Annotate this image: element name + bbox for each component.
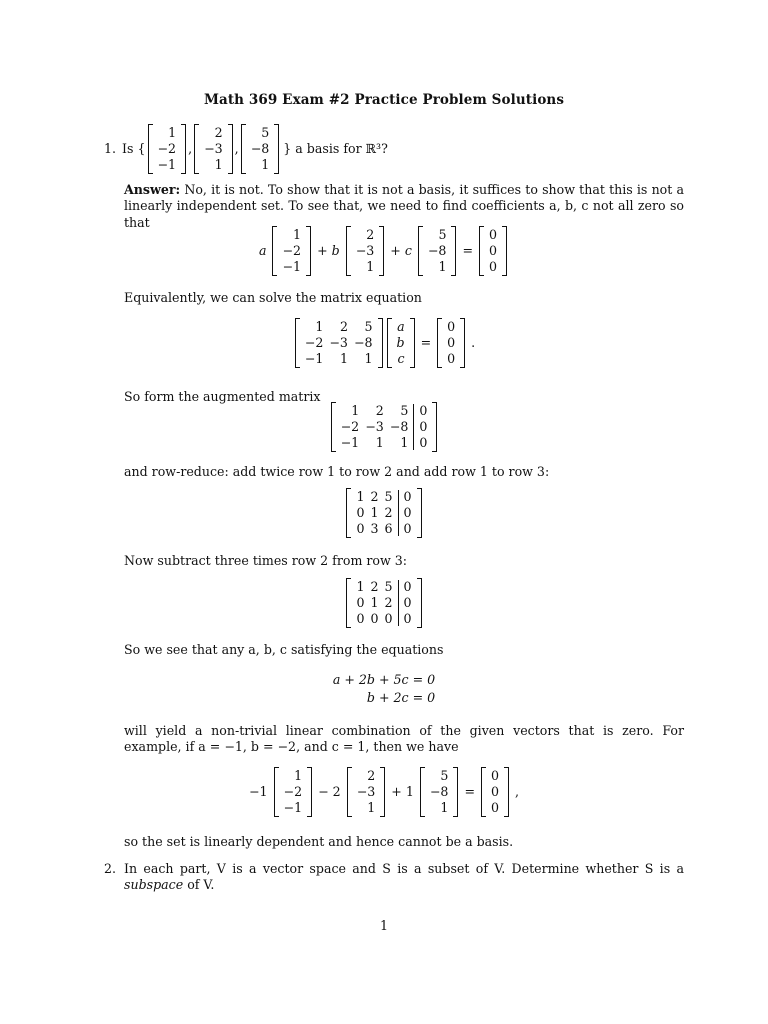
augmented-matrix-3 [0,578,768,628]
augmented-matrix [331,402,438,452]
matrix-entry: 1 [356,489,365,504]
matrix-body [352,767,381,817]
matrix-entry: 0 [447,319,456,334]
matrix-entry: 1 [438,259,447,274]
matrix-entry: 0 [403,489,412,504]
equation-1-rhs: = 0 [412,672,436,687]
equals-sign: = [464,783,475,799]
matrix-column [353,579,367,627]
matrix-entry: 0 [489,259,498,274]
comma: , [188,140,193,156]
matrix-entry: 3 [370,521,379,536]
matrix-body [423,226,452,276]
right-bracket [453,767,458,817]
matrix-entry: 0 [489,227,498,242]
matrix-entry: 1 [294,768,303,783]
matrix-entry: −2 [283,784,303,799]
matrix-entry: 2 [370,489,379,504]
matrix-column [248,125,273,173]
row-reduce-text: and row-reduce: add twice row 1 to row 2 and add row 1 to row 3: [124,464,550,479]
question-number: 1. [104,140,117,156]
vector-2 [194,124,233,174]
right-bracket [417,488,422,538]
equals-sign: = [420,334,432,350]
augmented-matrix-2 [0,488,768,538]
matrix-column [367,489,381,537]
equation-system [0,672,768,707]
matrix-entry: 6 [384,521,393,536]
matrix-entry: −1 [340,435,360,450]
matrix-entry: a [397,319,405,334]
zero-vector [437,318,465,368]
matrix-column [155,125,180,173]
augment-divider [398,580,399,626]
matrix-column [486,227,500,275]
matrix-body [336,402,433,452]
matrix-body [351,226,380,276]
right-bracket [432,402,437,452]
matrix-entry: −2 [157,141,177,156]
matrix-body [153,124,182,174]
matrix-equation [0,318,768,368]
matrix-entry: 2 [214,125,223,140]
right-bracket [181,124,186,174]
matrix-entry: 0 [419,419,428,434]
matrix-entry: 1 [367,800,376,815]
matrix-entry: −1 [282,259,302,274]
augment-divider [413,404,414,450]
period: . [471,334,476,350]
matrix-entry: 1 [370,595,379,610]
matrix-entry: 2 [367,768,376,783]
matrix-column [201,125,226,173]
matrix-body [246,124,275,174]
coef-2: − 2 [318,783,341,799]
matrix-column [302,319,327,367]
matrix-column [416,403,430,451]
question-2-text [124,861,684,894]
right-bracket [417,578,422,628]
right-bracket [460,318,465,368]
matrix-entry: −3 [365,419,384,434]
matrix-body [486,767,504,817]
coef-3: + 1 [391,783,414,799]
matrix-body [199,124,228,174]
right-bracket [228,124,233,174]
matrix-entry: 0 [489,243,498,258]
augmented-matrix [346,578,421,628]
page-title: Math 369 Exam #2 Practice Problem Solutions [203,92,565,108]
matrix-entry: 5 [440,768,449,783]
system-grid [333,672,435,707]
matrix-entry: 2 [366,227,375,242]
matrix-column [354,768,379,816]
matrix-column [382,489,396,537]
matrix-body [300,318,378,368]
coefficient-matrix [295,318,383,368]
equals-sign: = [462,242,474,258]
matrix-body [484,226,502,276]
matrix-entry: −1 [283,800,303,815]
right-bracket [451,226,456,276]
matrix-entry: 0 [403,595,412,610]
comma: , [515,783,520,799]
coef-b: + b [317,242,340,258]
matrix-column [353,227,378,275]
matrix-column [351,319,376,367]
matrix-entry: −3 [204,141,223,156]
comma: , [234,140,239,156]
question-2-emphasis: subspace [124,877,184,893]
matrix-entry: 1 [339,351,348,366]
matrix-body [351,578,416,628]
matrix-entry: 1 [315,319,324,334]
example-combination [0,767,768,817]
matrix-entry: −2 [340,419,360,434]
matrix-entry: −8 [389,419,409,434]
matrix-entry: −3 [329,335,348,350]
matrix-entry: b [396,335,405,350]
matrix-entry: 0 [384,611,393,626]
matrix-body [425,767,454,817]
matrix-entry: 5 [384,579,393,594]
matrix-column [367,579,381,627]
matrix-entry: 0 [356,595,365,610]
matrix-column [279,227,304,275]
variable-vector [387,318,415,368]
matrix-column [444,319,458,367]
matrix-body [392,318,410,368]
answer-text: No, it is not. To show that it is not a basis, it suffices to show that this is not a linearly independent set. To see that, we need to find coefficients a, b, c not all zero so that [124,182,684,230]
matrix-column [338,403,363,451]
matrix-entry: −8 [353,335,373,350]
matrix-entry: 2 [339,319,348,334]
matrix-entry: 5 [400,403,409,418]
matrix-column [401,579,415,627]
matrix-entry: 0 [491,784,500,799]
matrix-entry: −1 [304,351,324,366]
coef-c: + c [390,242,412,258]
vector-1 [148,124,187,174]
augment-text: So form the augmented matrix [124,389,321,404]
matrix-entry: 2 [370,579,379,594]
matrix-entry: 0 [491,800,500,815]
question-2 [104,861,684,894]
matrix-entry: 2 [384,595,393,610]
equation-2-lhs: b + 2c [366,690,409,706]
equation-1-lhs: a + 2b + 5c [332,672,409,687]
matrix-entry: 0 [403,611,412,626]
matrix-entry: 1 [293,227,302,242]
matrix-entry: 1 [400,435,409,450]
matrix-entry: 2 [375,403,384,418]
question-suffix: } a basis for ℝ³? [283,140,388,156]
matrix-column [488,768,502,816]
matrix-entry: −1 [157,157,177,172]
matrix-column [362,403,387,451]
matrix-entry: −8 [250,141,270,156]
question-2-text-before: In each part, V is a vector space and S is a subset of V. Determine whether S is a [124,861,684,876]
matrix-entry: 0 [419,435,428,450]
coef-1: −1 [248,783,268,799]
right-bracket [502,226,507,276]
matrix-entry: 1 [364,351,373,366]
matrix-column [401,489,415,537]
matrix-column [353,489,367,537]
matrix-entry: 1 [168,125,177,140]
vector-1 [272,226,311,276]
matrix-entry: 0 [356,521,365,536]
matrix-entry: 2 [384,505,393,520]
matrix-entry: 5 [384,489,393,504]
matrix-entry: 0 [356,611,365,626]
zero-vector [481,767,509,817]
matrix-entry: −3 [356,784,376,799]
right-bracket [504,767,509,817]
right-bracket [380,767,385,817]
matrix-entry: 0 [403,521,412,536]
question-2-text-after: of V. [183,877,215,893]
answer-label: Answer: [124,182,181,197]
right-bracket [306,226,311,276]
matrix-body [279,767,308,817]
right-bracket [307,767,312,817]
matrix-entry: 0 [403,505,412,520]
matrix-column [394,319,408,367]
augment-divider [398,490,399,536]
right-bracket [378,318,383,368]
matrix-entry: 0 [356,505,365,520]
matrix-entry: 5 [438,227,447,242]
matrix-entry: 0 [447,335,456,350]
matrix-entry: 1 [351,403,360,418]
matrix-body [442,318,460,368]
matrix-entry: 0 [403,579,412,594]
vector-3 [420,767,459,817]
zero-vector [479,226,507,276]
linear-combination-equation [0,226,768,276]
yield-text: will yield a non-trivial linear combination of the given vectors that is zero. For example, if a = −1, b = −2, and c = 1, then we have [124,723,684,755]
vector-2 [346,226,385,276]
matrix-entry: 1 [261,157,270,172]
question-1 [104,124,388,174]
matrix-entry: −8 [427,243,447,258]
matrix-entry: 1 [375,435,384,450]
right-bracket [410,318,415,368]
question-prefix: Is { [122,140,146,156]
matrix-entry: −8 [429,784,449,799]
page-number: 1 [379,918,388,933]
matrix-entry: 1 [356,579,365,594]
matrix-column [387,403,412,451]
matrix-entry: 0 [370,611,379,626]
matrix-entry: 0 [419,403,428,418]
vector-2 [347,767,386,817]
matrix-column [281,768,306,816]
matrix-entry: −2 [304,335,324,350]
matrix-body [351,488,416,538]
subtract-text: Now subtract three times row 2 from row 3: [124,553,408,568]
matrix-entry: 0 [491,768,500,783]
matrix-column [326,319,351,367]
matrix-entry: −2 [282,243,302,258]
matrix-column [382,579,396,627]
matrix-body [277,226,306,276]
matrix-entry: 0 [447,351,456,366]
satisfy-text: So we see that any a, b, c satisfying the equations [124,642,444,657]
augmented-matrix-1 [0,402,768,452]
conclusion-text: so the set is linearly dependent and hence cannot be a basis. [124,834,514,849]
matrix-entry: −3 [355,243,375,258]
matrix-entry: 1 [440,800,449,815]
matrix-column [427,768,452,816]
matrix-entry: 5 [364,319,373,334]
vector-1 [274,767,313,817]
equivalently-text: Equivalently, we can solve the matrix equation [124,290,422,305]
matrix-column [425,227,450,275]
matrix-entry: 1 [214,157,223,172]
vector-3 [418,226,457,276]
augmented-matrix [346,488,421,538]
answer-paragraph [124,182,684,231]
equation-2-rhs: = 0 [412,690,436,706]
right-bracket [274,124,279,174]
matrix-entry: c [397,351,405,366]
matrix-entry: 1 [370,505,379,520]
coef-a: a [258,242,267,258]
question-number: 2. [104,861,117,876]
vector-3 [241,124,280,174]
matrix-entry: 5 [261,125,270,140]
right-bracket [379,226,384,276]
matrix-entry: 1 [366,259,375,274]
